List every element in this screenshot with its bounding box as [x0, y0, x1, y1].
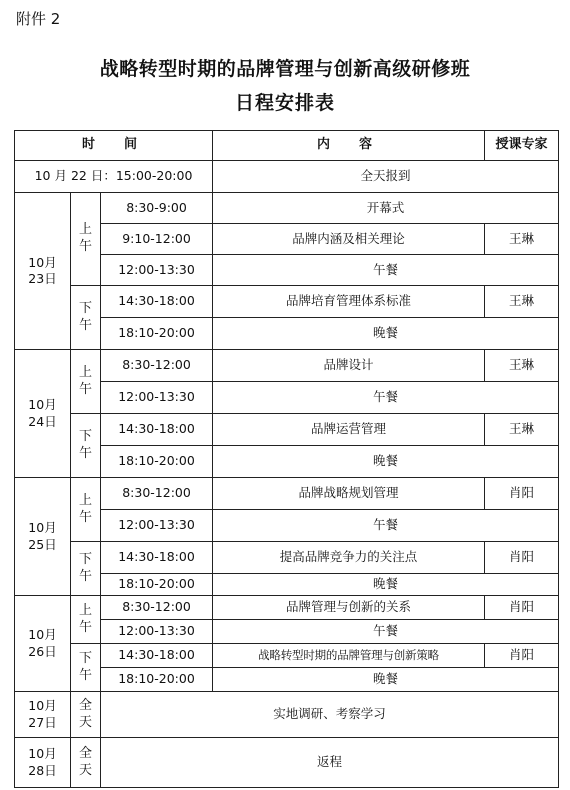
content-cell: 晚餐: [213, 668, 559, 692]
table-row: [15, 414, 559, 446]
date-cell: 10月 27日: [15, 692, 71, 738]
content-cell: 午餐: [213, 382, 559, 414]
day22-content: 全天报到: [213, 161, 559, 193]
table-row: [15, 542, 559, 574]
content-cell: 午餐: [213, 255, 559, 286]
content-cell: 午餐: [213, 620, 559, 644]
content-cell: 实地调研、考察学习: [101, 692, 559, 738]
content-cell: 品牌运营管理: [213, 414, 485, 446]
am-cell: 上 午: [71, 596, 101, 644]
table-row: [15, 596, 559, 620]
content-cell: 开幕式: [213, 193, 559, 224]
content-cell: 战略转型时期的品牌管理与创新策略: [213, 644, 485, 668]
content-cell: 品牌设计: [213, 350, 485, 382]
header-expert: 授课专家: [485, 131, 559, 161]
time-cell: 18:10-20:00: [101, 446, 213, 478]
expert-cell: 肖阳: [485, 644, 559, 668]
expert-cell: 王琳: [485, 414, 559, 446]
date-cell: 10月 24日: [15, 350, 71, 478]
pm-cell: 下 午: [71, 542, 101, 596]
content-cell: 返程: [101, 738, 559, 788]
time-cell: 8:30-12:00: [101, 350, 213, 382]
content-cell: 品牌战略规划管理: [213, 478, 485, 510]
time-cell: 8:30-9:00: [101, 193, 213, 224]
content-cell: 品牌内涵及相关理论: [213, 224, 485, 255]
am-cell: 上 午: [71, 193, 101, 286]
expert-cell: 王琳: [485, 286, 559, 318]
time-cell: 12:00-13:30: [101, 620, 213, 644]
am-cell: 上 午: [71, 350, 101, 414]
table-row: [15, 193, 559, 224]
time-cell: 18:10-20:00: [101, 318, 213, 350]
time-cell: 14:30-18:00: [101, 414, 213, 446]
time-cell: 14:30-18:00: [101, 286, 213, 318]
table-row: [15, 350, 559, 382]
header-time: 时 间: [15, 131, 213, 161]
schedule-table: [14, 130, 559, 788]
header-content: 内 容: [213, 131, 485, 161]
time-cell: 12:00-13:30: [101, 382, 213, 414]
expert-cell: 肖阳: [485, 542, 559, 574]
table-row: [15, 161, 559, 193]
table-header-row: [15, 131, 559, 161]
date-cell: 10月 23日: [15, 193, 71, 350]
day22-time: 10 月 22 日：15:00-20:00: [15, 161, 213, 193]
date-cell: 10月 28日: [15, 738, 71, 788]
content-cell: 晚餐: [213, 574, 559, 596]
table-row: [15, 644, 559, 668]
expert-cell: 王琳: [485, 224, 559, 255]
table-row: [15, 286, 559, 318]
fullday-cell: 全 天: [71, 692, 101, 738]
content-cell: 午餐: [213, 510, 559, 542]
time-cell: 8:30-12:00: [101, 596, 213, 620]
time-cell: 14:30-18:00: [101, 542, 213, 574]
time-cell: 9:10-12:00: [101, 224, 213, 255]
pm-cell: 下 午: [71, 644, 101, 692]
time-cell: 18:10-20:00: [101, 668, 213, 692]
time-cell: 8:30-12:00: [101, 478, 213, 510]
attachment-label: 附件 2: [16, 10, 61, 28]
time-cell: 18:10-20:00: [101, 574, 213, 596]
expert-cell: 王琳: [485, 350, 559, 382]
table-row: [15, 738, 559, 788]
page-subtitle: 日程安排表: [234, 92, 335, 114]
date-cell: 10月 26日: [15, 596, 71, 692]
content-cell: 品牌培育管理体系标准: [213, 286, 485, 318]
table-row: [15, 478, 559, 510]
expert-cell: 肖阳: [485, 596, 559, 620]
content-cell: 品牌管理与创新的关系: [213, 596, 485, 620]
content-cell: 晚餐: [213, 318, 559, 350]
fullday-cell: 全 天: [71, 738, 101, 788]
date-cell: 10月 25日: [15, 478, 71, 596]
pm-cell: 下 午: [71, 414, 101, 478]
content-cell: 晚餐: [213, 446, 559, 478]
time-cell: 14:30-18:00: [101, 644, 213, 668]
pm-cell: 下 午: [71, 286, 101, 350]
page-title: 战略转型时期的品牌管理与创新高级研修班: [99, 58, 471, 80]
time-cell: 12:00-13:30: [101, 255, 213, 286]
am-cell: 上 午: [71, 478, 101, 542]
expert-cell: 肖阳: [485, 478, 559, 510]
time-cell: 12:00-13:30: [101, 510, 213, 542]
content-cell: 提高品牌竞争力的关注点: [213, 542, 485, 574]
table-row: [15, 692, 559, 738]
